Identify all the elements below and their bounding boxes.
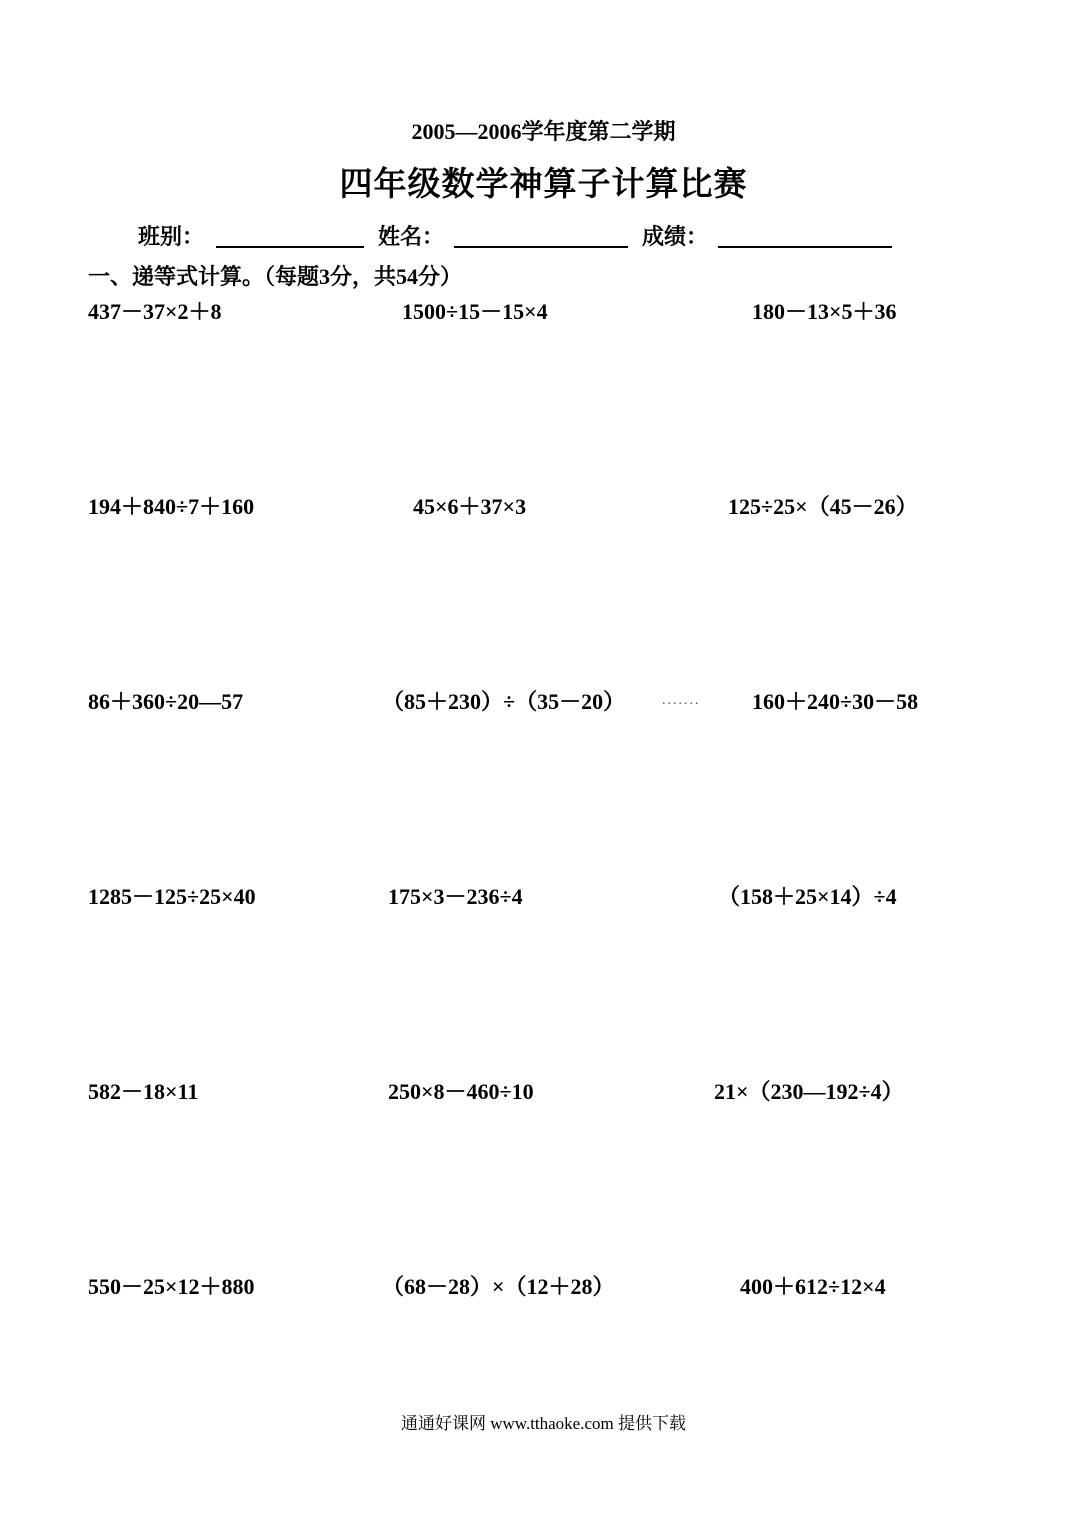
problem: 125÷25×（45－26）	[728, 494, 918, 519]
problem: （85＋230）÷（35－20）	[382, 689, 626, 714]
score-label: 成绩：	[642, 224, 709, 249]
problem: （68－28）×（12＋28）	[382, 1274, 615, 1299]
name-field[interactable]	[454, 246, 628, 248]
problem: 250×8－460÷10	[388, 1079, 534, 1104]
problem: 582－18×11	[88, 1079, 199, 1104]
problem: 1500÷15－15×4	[402, 299, 548, 324]
class-label: 班别：	[138, 224, 205, 249]
student-info-row	[138, 220, 898, 252]
name-label: 姓名：	[378, 224, 445, 249]
footer-credit: 通通好课网 www.tthaoke.com 提供下载	[400, 1414, 687, 1433]
problem: 86＋360÷20—57	[88, 689, 244, 714]
semester-subtitle: 2005—2006学年度第二学期	[411, 119, 676, 144]
section-heading: 一、递等式计算。（每题3分，共54分）	[88, 264, 463, 289]
problem: 180－13×5＋36	[752, 299, 897, 324]
problem: 21×（230—192÷4）	[714, 1079, 904, 1104]
problem: 437－37×2＋8	[88, 299, 222, 324]
problem: 400＋612÷12×4	[740, 1274, 886, 1299]
page-title: 四年级数学神算子计算比赛	[339, 167, 748, 203]
dotted-separator: .......	[662, 693, 701, 708]
problem: 194＋840÷7＋160	[88, 494, 255, 519]
problem: 45×6＋37×3	[413, 494, 527, 519]
score-field[interactable]	[718, 246, 892, 248]
problem: 175×3－236÷4	[388, 884, 523, 909]
class-field[interactable]	[216, 246, 364, 248]
problem: 160＋240÷30－58	[752, 689, 919, 714]
problem: 550－25×12＋880	[88, 1274, 255, 1299]
problem: 1285－125÷25×40	[88, 884, 256, 909]
problem: （158＋25×14）÷4	[718, 884, 897, 909]
